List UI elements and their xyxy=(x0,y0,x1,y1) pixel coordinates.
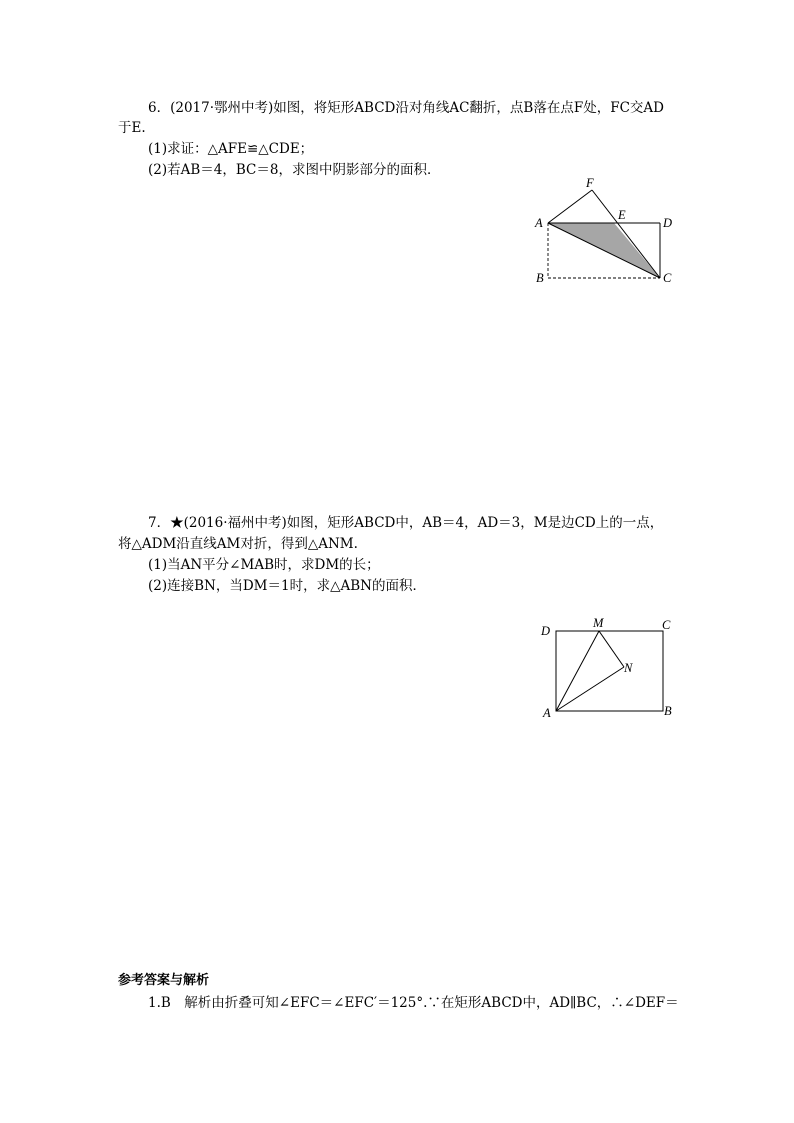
label-e: E xyxy=(618,208,626,222)
segment-mn xyxy=(599,631,624,667)
segment-an xyxy=(556,667,624,711)
label-a: A xyxy=(535,216,543,230)
problem6-part2: (2)若AB＝4，BC＝8，求图中阴影部分的面积． xyxy=(148,162,441,178)
problem6-statement-line1: 6．(2017·鄂州中考)如图，将矩形ABCD沿对角线AC翻折，点B落在点F处，FC交AD xyxy=(148,100,664,116)
problem7-part1: (1)当AN平分∠MAB时，求DM的长； xyxy=(148,557,380,573)
problem7-statement-line1: 7．★(2016·福州中考)如图，矩形ABCD中，AB＝4，AD＝3，M是边CD上的一点， xyxy=(148,515,664,531)
label-c: C xyxy=(663,271,672,285)
label-d: D xyxy=(663,216,673,230)
problem6-part1: (1)求证：△AFE≌△CDE； xyxy=(148,141,314,157)
problem7-part2: (2)连接BN，当DM＝1时，求△ABN的面积． xyxy=(148,578,426,594)
answers-heading: 参考答案与解析 xyxy=(118,973,210,988)
problem6-statement-line2: 于E. xyxy=(118,120,146,136)
label-b: B xyxy=(664,704,672,718)
segment-am xyxy=(556,631,599,711)
side-af xyxy=(548,190,592,223)
problem7-figure xyxy=(538,612,683,722)
label-c: C xyxy=(662,618,671,632)
label-d: D xyxy=(541,624,551,638)
label-m: M xyxy=(593,616,604,630)
label-n: N xyxy=(624,661,633,675)
answer-1-line: 1.B 解析由折叠可知∠EFC＝∠EFC′＝125°.∵在矩形ABCD中，AD∥BC，∴∠DEF＝ xyxy=(148,995,679,1011)
label-b: B xyxy=(536,271,544,285)
problem7-statement-line2: 将△ADM沿直线AM对折，得到△ANM. xyxy=(118,536,358,552)
label-a: A xyxy=(543,706,551,720)
label-f: F xyxy=(586,176,594,190)
problem6-figure xyxy=(530,175,680,290)
rectangle-abcd xyxy=(556,631,663,711)
